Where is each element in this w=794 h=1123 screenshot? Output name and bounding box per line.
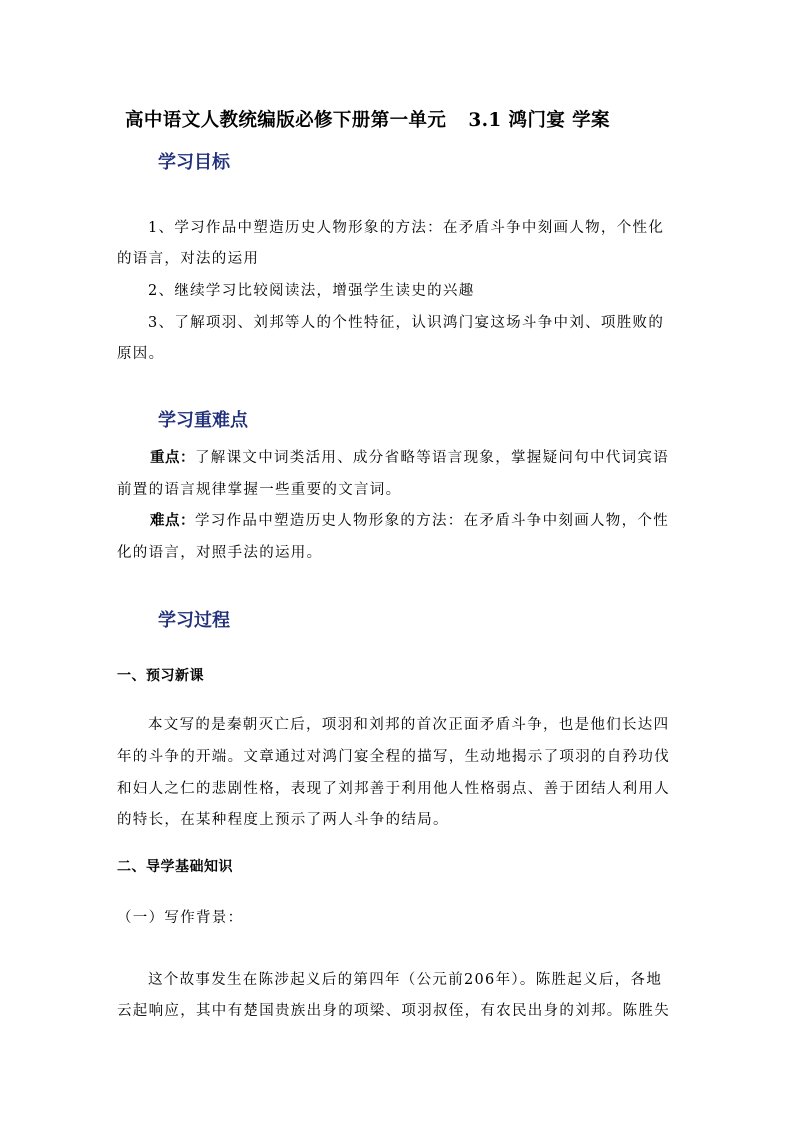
key-point-text: 了解课文中词类活用、成分省略等语言现象，掌握疑问句中代词宾语	[195, 450, 669, 466]
subheading-background: （一）写作背景：	[117, 910, 244, 926]
difficulty-line-1	[150, 509, 669, 530]
preview-line-2: 年的斗争的开端。文章通过对鸿门宴全程的描写，生动地揭示了项羽的自矜功伐	[117, 749, 670, 765]
preview-line-4: 的特长，在某种程度上预示了两人斗争的结局。	[117, 812, 449, 828]
preview-line-1: 本文写的是秦朝灭亡后，项羽和刘邦的首次正面矛盾斗争，也是他们长达四	[148, 717, 670, 733]
heading-learning-process: 学习过程	[158, 610, 230, 631]
document-title	[125, 106, 610, 132]
background-line-2: 云起响应，其中有楚国贵族出身的项梁、项羽叔侄，有农民出身的刘邦。陈胜失	[117, 1003, 670, 1019]
heading-learning-goals: 学习目标	[158, 152, 230, 173]
background-line-1: 这个故事发生在陈涉起义后的第四年（公元前206年）。陈胜起义后，各地	[148, 972, 663, 988]
difficulty-label: 难点：	[150, 513, 195, 529]
goal-2: 2、继续学习比较阅读法，增强学生读史的兴趣	[148, 283, 475, 299]
key-point-label: 重点：	[150, 450, 195, 466]
difficulty-line-2: 化的语言，对照手法的运用。	[117, 545, 323, 561]
title-main: 高中语文人教统编版必修下册第一单元	[125, 110, 447, 131]
goal-1-line-2: 的语言，对法的运用	[117, 251, 260, 267]
goal-1-line-1: 1、学习作品中塑造历史人物形象的方法：在矛盾斗争中刻画人物，个性化	[148, 220, 665, 236]
key-point-line-1	[150, 446, 669, 467]
heading-key-difficulties: 学习重难点	[158, 410, 248, 431]
title-lesson: 3.1 鸿门宴 学案	[468, 110, 610, 131]
difficulty-text: 学习作品中塑造历史人物形象的方法：在矛盾斗争中刻画人物，个性	[195, 513, 669, 529]
subheading-preview: 一、预习新课	[117, 668, 204, 684]
key-point-line-2: 前置的语言规律掌握一些重要的文言词。	[117, 482, 402, 498]
subheading-basic-knowledge: 二、导学基础知识	[117, 859, 233, 875]
preview-line-3: 和妇人之仁的悲剧性格，表现了刘邦善于利用他人性格弱点、善于团结人利用人	[117, 781, 670, 797]
goal-3-line-1: 3、了解项羽、刘邦等人的个性特征，认识鸿门宴这场斗争中刘、项胜败的	[148, 315, 665, 331]
goal-3-line-2: 原因。	[117, 346, 165, 362]
